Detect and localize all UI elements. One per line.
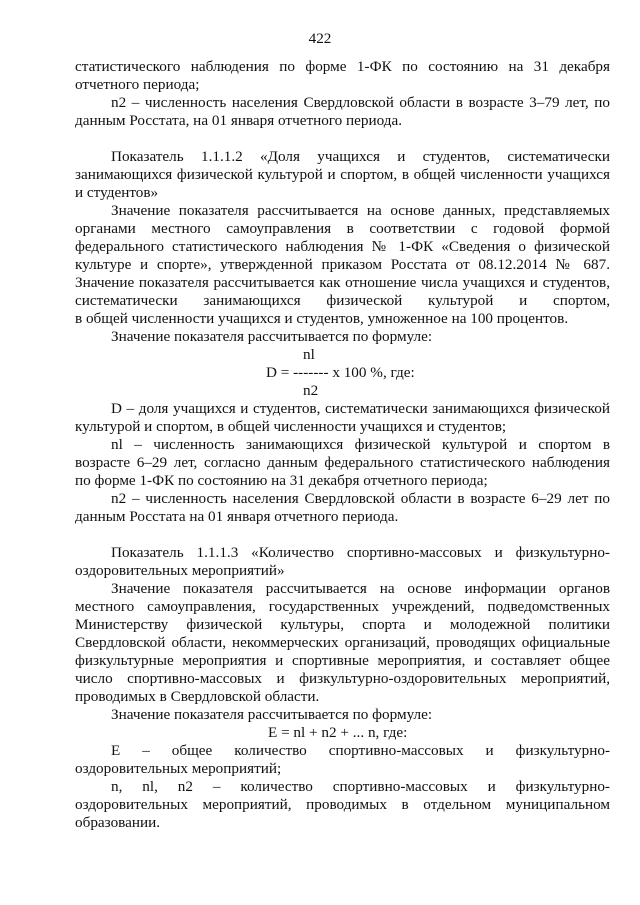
text-line: данным Росстата, на 01 января отчетного периода.: [75, 112, 403, 129]
text-line: Значение показателя рассчитывается по формуле:: [111, 328, 433, 345]
text-line: Значение показателя рассчитывается как отношение числа учащихся и студентов,: [75, 274, 610, 291]
text-line: nl – численность занимающихся физической культурой и спортом в: [111, 436, 610, 453]
formula-main: E = nl + n2 + ... n, где:: [268, 724, 408, 741]
text-line: местного самоуправления, государственных учреждений, подведомственных: [75, 598, 610, 615]
formula-main: D = ------- x 100 %, где:: [266, 364, 415, 381]
text-line: Министерству физической культуры, спорта и молодежной политики: [75, 616, 610, 633]
text-line: культурой и спортом, в общей численности учащихся и студентов;: [75, 418, 507, 435]
text-line: данным Росстата на 01 января отчетного периода.: [75, 508, 399, 525]
text-line: Значение показателя рассчитывается на основе данных, представляемых: [111, 202, 610, 219]
indicator-heading: Показатель 1.1.1.2 «Доля учащихся и студентов, систематически: [111, 148, 610, 165]
text-line: статистического наблюдения по форме 1-ФК по состоянию на 31 декабря: [75, 58, 610, 75]
text-line: физкультурные мероприятия и спортивные мероприятия, и составляет общее: [75, 652, 610, 669]
text-line: возрасте 6–29 лет, согласно данным федерального статистического наблюдения: [75, 454, 610, 471]
page-number: 422: [308, 30, 332, 47]
text-line: Значение показателя рассчитывается на основе информации органов: [111, 580, 610, 597]
text-line: отчетного периода;: [75, 76, 200, 93]
text-line: в общей численности учащихся и студентов, умноженное на 100 процентов.: [75, 310, 569, 327]
text-line: оздоровительных мероприятий, проводимых в отдельном муниципальном: [75, 796, 610, 813]
text-line: систематически занимающихся физической культурой и спортом,: [75, 292, 610, 309]
text-line: по форме 1-ФК по состоянию на 31 декабря отчетного периода;: [75, 472, 488, 489]
formula-numerator: nl: [303, 346, 315, 363]
indicator-heading: и студентов»: [75, 184, 159, 201]
text-line: E – общее количество спортивно-массовых и физкультурно-: [111, 742, 610, 759]
indicator-heading: оздоровительных мероприятий»: [75, 562, 285, 579]
indicator-heading: занимающихся физической культурой и спортом, в общей численности учащихся: [75, 166, 610, 183]
text-line: проводимых в Свердловской области.: [75, 688, 320, 705]
text-line: федерального статистического наблюдения № 1-ФК «Сведения о физической: [75, 238, 610, 255]
text-line: n2 – численность населения Свердловской области в возрасте 6–29 лет по: [111, 490, 610, 507]
text-line: n2 – численность населения Свердловской области в возрасте 3–79 лет, по: [111, 94, 610, 111]
text-line: культуре и спорте», утвержденной приказом Росстата от 08.12.2014 № 687.: [75, 256, 610, 273]
text-line: образовании.: [75, 814, 161, 831]
text-line: Значение показателя рассчитывается по формуле:: [111, 706, 433, 723]
text-line: оздоровительных мероприятий;: [75, 760, 282, 777]
indicator-heading: Показатель 1.1.1.3 «Количество спортивно-массовых и физкультурно-: [111, 544, 610, 561]
text-line: n, nl, n2 – количество спортивно-массовых и физкультурно-: [111, 778, 610, 795]
text-line: Свердловской области, некоммерческих организаций, проводящих официальные: [75, 634, 610, 651]
formula-denominator: n2: [303, 382, 319, 399]
text-line: органами местного самоуправления в соответствии с годовой формой: [75, 220, 610, 237]
text-line: число спортивно-массовых и физкультурно-оздоровительных мероприятий,: [75, 670, 610, 687]
text-line: D – доля учащихся и студентов, систематически занимающихся физической: [111, 400, 610, 417]
